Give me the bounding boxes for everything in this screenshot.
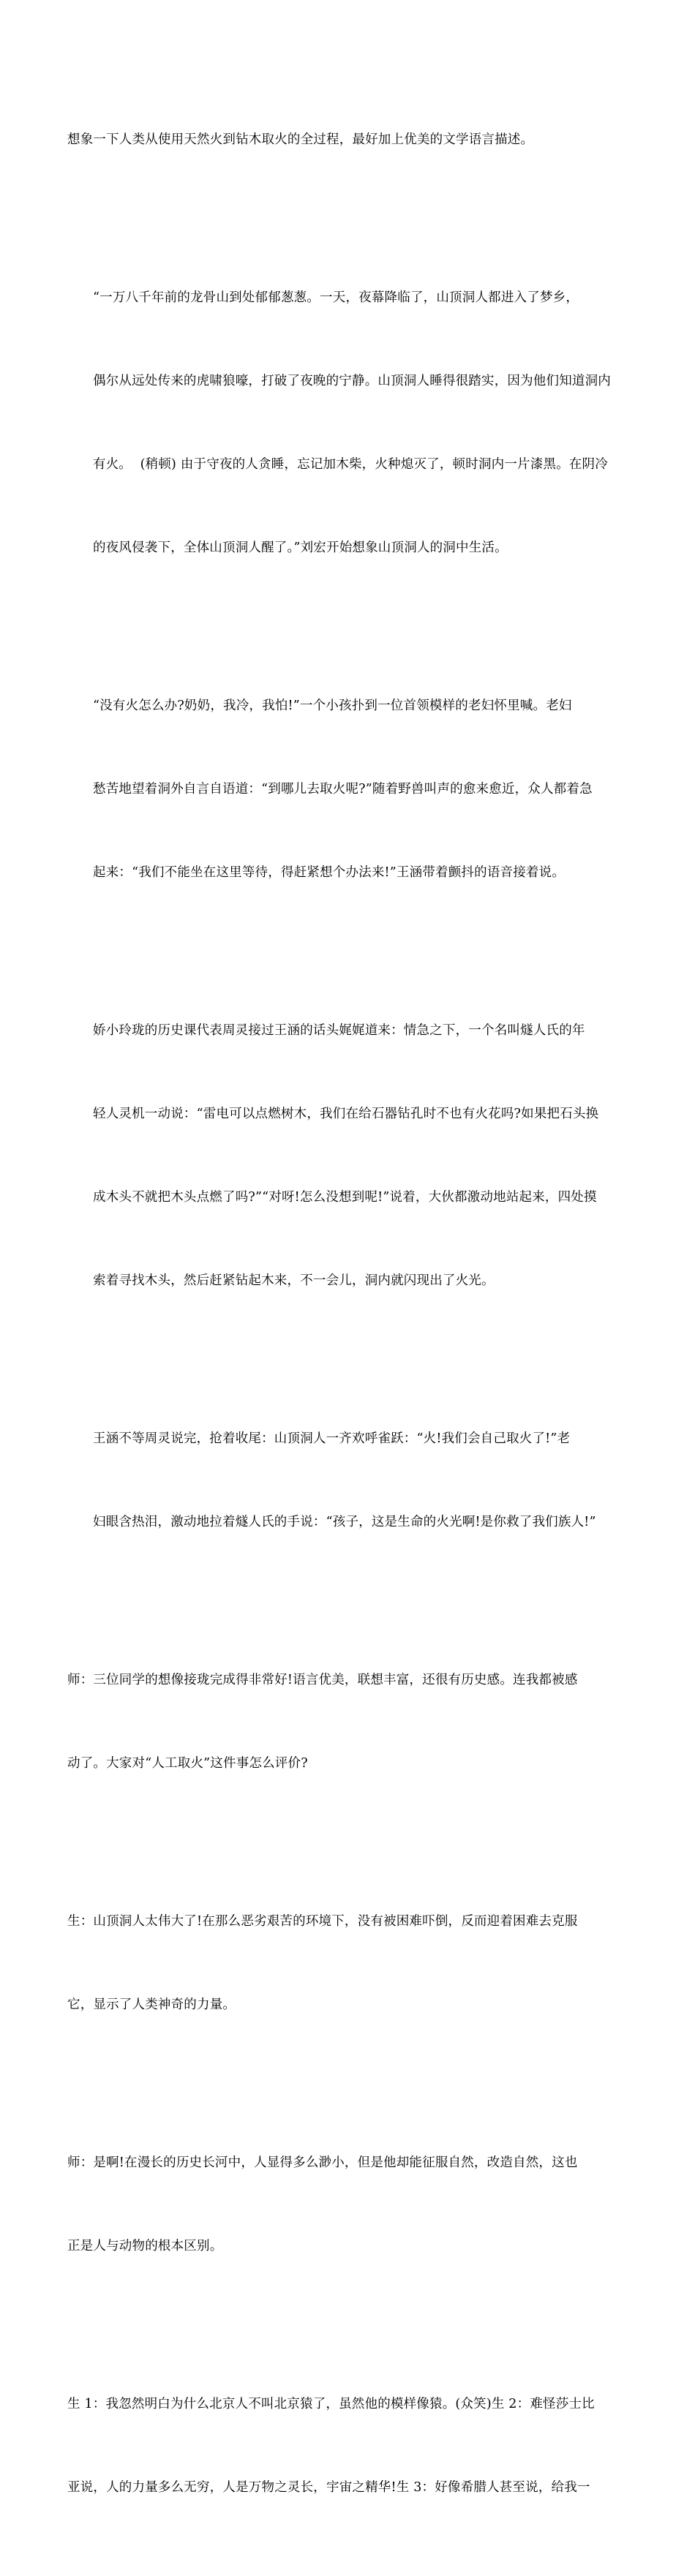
text-line: 生 1：我忽然明白为什么北京人不叫北京猿了，虽然他的模样像猿。(众笑)生 2：难怪莎士比	[67, 2397, 595, 2411]
text-line: 轻人灵机一动说：“雷电可以点燃树木，我们在给石器钻孔时不也有火花吗?如果把石头换	[93, 1107, 599, 1121]
text-line: 生：山顶洞人太伟大了!在那么恶劣艰苦的环境下，没有被困难吓倒，反而迎着困难去克服	[67, 1914, 578, 1929]
text-line: 成木头不就把木头点燃了吗?”“对呀!怎么没想到呢!”说着，大伙都激动地站起来，四处摸	[93, 1190, 597, 1205]
paragraph-zhou-ling	[67, 961, 631, 1350]
text-line: 正是人与动物的根本区别。	[67, 2239, 223, 2253]
text-line: 索着寻找木头，然后赶紧钻起木来，不一会儿，洞内就闪现出了火光。	[93, 1273, 495, 1288]
text-line: 亚说，人的力量多么无穷，人是万物之灵长，宇宙之精华!生 3：好像希腊人甚至说，给我一	[67, 2480, 590, 2495]
text-line: 妇眼含热泪，激动地拉着燧人氏的手说：“孩子，这是生命的火光啊!是你救了我们族人!”	[93, 1515, 596, 1529]
text-line: 愁苦地望着洞外自言自语道：“到哪儿去取火呢?”随着野兽叫声的愈来愈近，众人都着急	[93, 782, 593, 796]
text-line: 王涵不等周灵说完，抢着收尾：山顶洞人一齐欢呼雀跃：“火!我们会自己取火了!”老	[93, 1431, 571, 1446]
text-line: 动了。大家对“人工取火”这件事怎么评价?	[67, 1756, 308, 1771]
paragraph-task-prompt	[67, 70, 631, 209]
paragraph-students-discussion	[67, 2335, 631, 2557]
text-line: 师：是啊!在漫长的历史长河中，人显得多么渺小，但是他却能征服自然，改造自然，这也	[67, 2155, 578, 2170]
text-line: 它，显示了人类神奇的力量。	[67, 1997, 236, 2012]
paragraph-student-1	[67, 1852, 631, 2074]
paragraph-teacher-1	[67, 1611, 631, 1833]
text-line: 娇小玲珑的历史课代表周灵接过王涵的话头娓娓道来：情急之下，一个名叫燧人氏的年	[93, 1023, 585, 1038]
paragraph-liu-hong	[67, 228, 631, 617]
text-line: “一万八千年前的龙骨山到处郁郁葱葱。一天，夜幕降临了，山顶洞人都进入了梦乡，	[93, 290, 579, 305]
text-line: 有火。 (稍顿) 由于守夜的人贪睡，忘记加木柴，火种熄灭了，顿时洞内一片漆黑。在阴冷	[93, 457, 608, 472]
text-line: 想象一下人类从使用天然火到钻木取火的全过程，最好加上优美的文学语言描述。	[67, 132, 534, 147]
paragraph-wang-han	[67, 636, 631, 942]
paragraph-teacher-2	[67, 2093, 631, 2316]
text-line: 起来：“我们不能坐在这里等待，得赶紧想个办法来!”王涵带着颤抖的语音接着说。	[93, 865, 566, 880]
text-line: “没有火怎么办?奶奶，我冷，我怕!”一个小孩扑到一位首领模样的老妇怀里喊。老妇	[93, 698, 572, 713]
text-line: 的夜风侵袭下，全体山顶洞人醒了。”刘宏开始想象山顶洞人的洞中生活。	[93, 541, 508, 555]
text-line: 偶尔从远处传来的虎啸狼嚎，打破了夜晚的宁静。山顶洞人睡得很踏实，因为他们知道洞内	[93, 374, 611, 388]
paragraph-ending	[67, 1369, 631, 1592]
text-line: 师：三位同学的想像接珑完成得非常好!语言优美，联想丰富，还很有历史感。连我都被感	[67, 1673, 578, 1687]
document-body	[67, 70, 631, 2576]
